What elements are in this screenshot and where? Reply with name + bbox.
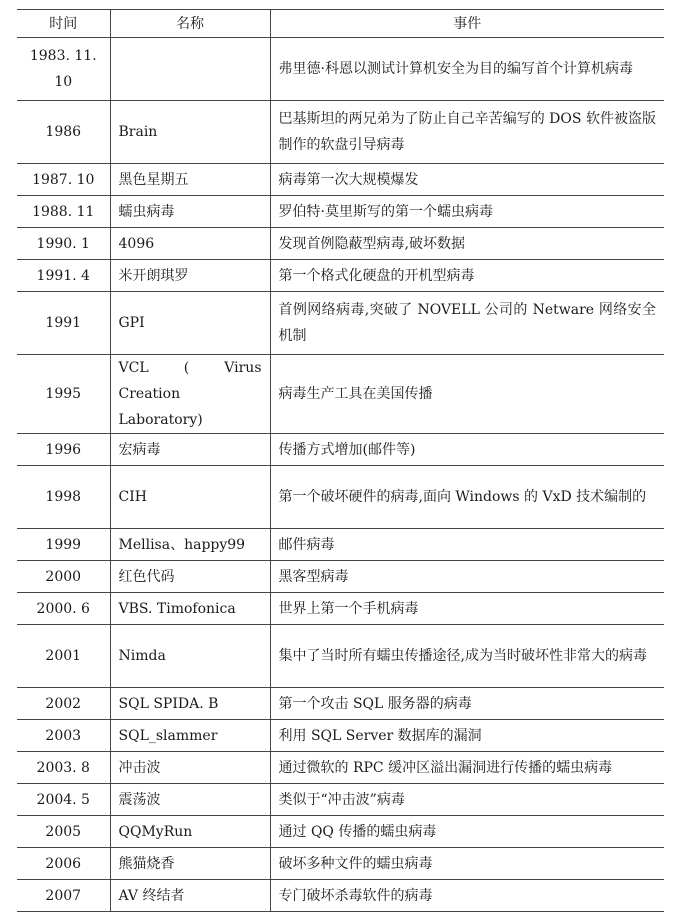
time-cell: 1998 — [17, 466, 110, 529]
name-cell: 红色代码 — [110, 561, 270, 593]
time-cell: 2001 — [17, 625, 110, 688]
time-cell: 1996 — [17, 434, 110, 466]
header-name: 名称 — [110, 10, 270, 38]
name-cell: 震荡波 — [110, 784, 270, 816]
name-cell: VCL ( Virus Creation Laboratory) — [110, 355, 270, 434]
table-row — [17, 688, 664, 720]
event-cell: 通过 QQ 传播的蠕虫病毒 — [270, 816, 664, 848]
time-cell: 1995 — [17, 355, 110, 434]
name-cell: AV 终结者 — [110, 880, 270, 912]
table-row — [17, 784, 664, 816]
table-row — [17, 196, 664, 228]
name-cell: 4096 — [110, 228, 270, 260]
event-cell: 第一个破坏硬件的病毒,面向 Windows 的 VxD 技术编制的 — [270, 466, 664, 529]
table-body — [17, 38, 664, 912]
event-cell: 专门破坏杀毒软件的病毒 — [270, 880, 664, 912]
time-cell: 2004. 5 — [17, 784, 110, 816]
time-cell: 1990. 1 — [17, 228, 110, 260]
table-row — [17, 434, 664, 466]
event-cell: 第一个格式化硬盘的开机型病毒 — [270, 260, 664, 292]
name-cell: VBS. Timofonica — [110, 593, 270, 625]
name-cell — [110, 38, 270, 101]
table-row — [17, 816, 664, 848]
event-cell: 罗伯特·莫里斯写的第一个蠕虫病毒 — [270, 196, 664, 228]
time-cell: 1983. 11. 10 — [17, 38, 110, 101]
name-cell: Nimda — [110, 625, 270, 688]
name-cell: 蠕虫病毒 — [110, 196, 270, 228]
time-cell: 1999 — [17, 529, 110, 561]
time-cell: 1987. 10 — [17, 164, 110, 196]
event-cell: 利用 SQL Server 数据库的漏洞 — [270, 720, 664, 752]
table-row — [17, 260, 664, 292]
time-cell: 2007 — [17, 880, 110, 912]
time-cell: 1991. 4 — [17, 260, 110, 292]
event-cell: 巴基斯坦的两兄弟为了防止自己辛苦编写的 DOS 软件被盗版制作的软盘引导病毒 — [270, 101, 664, 164]
table-row — [17, 466, 664, 529]
event-cell: 病毒第一次大规模爆发 — [270, 164, 664, 196]
header-row — [17, 10, 664, 38]
time-cell: 2005 — [17, 816, 110, 848]
time-cell: 1988. 11 — [17, 196, 110, 228]
name-cell: CIH — [110, 466, 270, 529]
table-row — [17, 880, 664, 912]
event-cell: 邮件病毒 — [270, 529, 664, 561]
table-row — [17, 355, 664, 434]
event-cell: 破坏多种文件的蠕虫病毒 — [270, 848, 664, 880]
table-row — [17, 752, 664, 784]
table-row — [17, 625, 664, 688]
event-cell: 通过微软的 RPC 缓冲区溢出漏洞进行传播的蠕虫病毒 — [270, 752, 664, 784]
time-cell: 2003 — [17, 720, 110, 752]
event-cell: 类似于“冲击波”病毒 — [270, 784, 664, 816]
event-cell: 病毒生产工具在美国传播 — [270, 355, 664, 434]
time-cell: 2000. 6 — [17, 593, 110, 625]
time-cell: 2003. 8 — [17, 752, 110, 784]
table-row — [17, 101, 664, 164]
table-row — [17, 720, 664, 752]
virus-history-table — [17, 9, 664, 912]
name-cell: 米开朗琪罗 — [110, 260, 270, 292]
time-cell: 1986 — [17, 101, 110, 164]
time-cell: 2006 — [17, 848, 110, 880]
table-row — [17, 848, 664, 880]
table-row — [17, 529, 664, 561]
table-header — [17, 10, 664, 38]
name-cell: 熊猫烧香 — [110, 848, 270, 880]
table-row — [17, 164, 664, 196]
event-cell: 传播方式增加(邮件等) — [270, 434, 664, 466]
name-cell: SQL SPIDA. B — [110, 688, 270, 720]
table-row — [17, 561, 664, 593]
name-cell: Mellisa、happy99 — [110, 529, 270, 561]
event-cell: 黑客型病毒 — [270, 561, 664, 593]
name-cell: 宏病毒 — [110, 434, 270, 466]
event-cell: 发现首例隐蔽型病毒,破坏数据 — [270, 228, 664, 260]
name-cell: QQMyRun — [110, 816, 270, 848]
event-cell: 世界上第一个手机病毒 — [270, 593, 664, 625]
table-row — [17, 593, 664, 625]
time-cell: 2000 — [17, 561, 110, 593]
name-cell: Brain — [110, 101, 270, 164]
header-event: 事件 — [270, 10, 664, 38]
table-row — [17, 292, 664, 355]
table-row — [17, 228, 664, 260]
table-row — [17, 38, 664, 101]
time-cell: 2002 — [17, 688, 110, 720]
name-cell: 黑色星期五 — [110, 164, 270, 196]
name-cell: SQL_slammer — [110, 720, 270, 752]
event-cell: 弗里德·科恩以测试计算机安全为目的编写首个计算机病毒 — [270, 38, 664, 101]
name-cell: 冲击波 — [110, 752, 270, 784]
event-cell: 第一个攻击 SQL 服务器的病毒 — [270, 688, 664, 720]
event-cell: 首例网络病毒,突破了 NOVELL 公司的 Netware 网络安全机制 — [270, 292, 664, 355]
header-time: 时间 — [17, 10, 110, 38]
name-cell: GPI — [110, 292, 270, 355]
event-cell: 集中了当时所有蠕虫传播途径,成为当时破坏性非常大的病毒 — [270, 625, 664, 688]
time-cell: 1991 — [17, 292, 110, 355]
